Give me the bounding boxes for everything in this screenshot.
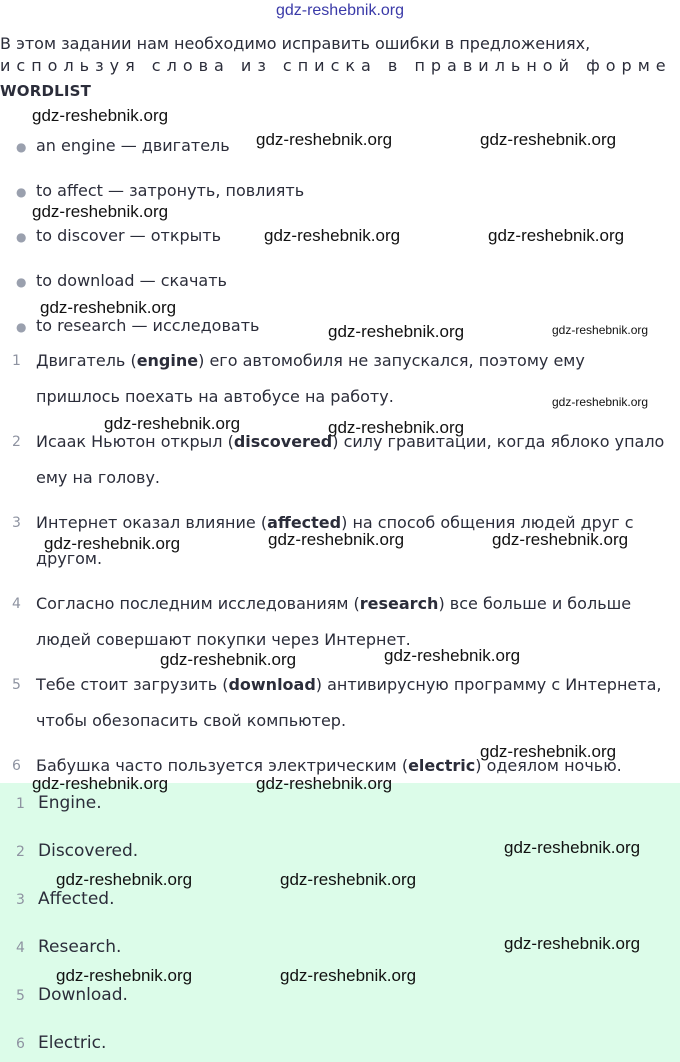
question-text: Интернет оказал влияние (affected) на способ общения людей друг с другом. <box>36 513 634 568</box>
watermark: gdz-reshebnik.org <box>280 966 417 985</box>
watermark: gdz-reshebnik.org <box>492 530 629 549</box>
answer-item <box>16 887 114 912</box>
wordlist-item <box>16 270 227 293</box>
intro-cut-text: используя слова из списка в правильной форме <box>0 56 672 75</box>
watermark: gdz-reshebnik.org <box>256 774 393 793</box>
question-number: 4 <box>12 596 21 612</box>
answer-number: 6 <box>16 1036 25 1052</box>
answer-number: 5 <box>16 988 25 1004</box>
wordlist-item-text: to research — исследовать <box>36 316 260 335</box>
question-item <box>12 586 672 658</box>
answer-text: Affected. <box>38 889 115 909</box>
bullet-icon: ● <box>16 185 27 199</box>
wordlist-item-text: to discover — открыть <box>36 226 222 245</box>
bullet-icon: ● <box>16 275 27 289</box>
question-text: Исаак Ньютон открыл (discovered) силу гравитации, когда яблоко упало ему на голову. <box>36 432 665 487</box>
wordlist-title: WORDLIST <box>0 82 92 100</box>
watermark: gdz-reshebnik.org <box>32 202 169 221</box>
answers-panel <box>0 783 680 1062</box>
watermark: gdz-reshebnik.org <box>104 414 241 433</box>
answer-number: 3 <box>16 892 25 908</box>
question-item <box>12 667 672 739</box>
watermark: gdz-reshebnik.org <box>280 870 417 889</box>
question-number: 6 <box>12 758 21 774</box>
answer-text: Research. <box>38 937 122 957</box>
answer-text: Download. <box>38 985 128 1005</box>
answer-text: Discovered. <box>38 841 139 861</box>
wordlist-item-text: an engine — двигатель <box>36 136 230 155</box>
answer-item <box>16 1031 106 1056</box>
wordlist-item <box>16 225 221 248</box>
question-number: 5 <box>12 677 21 693</box>
top-watermark: gdz-reshebnik.org <box>275 2 405 19</box>
watermark: gdz-reshebnik.org <box>504 838 641 857</box>
bullet-icon: ● <box>16 230 27 244</box>
wordlist-item <box>16 180 304 203</box>
answer-text: Engine. <box>38 793 102 813</box>
watermark: gdz-reshebnik.org <box>384 646 521 665</box>
question-number: 3 <box>12 515 21 531</box>
watermark: gdz-reshebnik.org <box>552 323 649 337</box>
intro-text: В этом задании нам необходимо исправить ошибки в предложениях, <box>0 34 591 53</box>
watermark: gdz-reshebnik.org <box>488 226 625 245</box>
answer-item <box>16 839 138 864</box>
wordlist-item <box>16 315 259 338</box>
watermark: gdz-reshebnik.org <box>32 774 169 793</box>
watermark: gdz-reshebnik.org <box>160 650 297 669</box>
watermark: gdz-reshebnik.org <box>40 298 177 317</box>
answer-item <box>16 935 121 960</box>
watermark: gdz-reshebnik.org <box>552 395 649 409</box>
answer-number: 1 <box>16 796 25 812</box>
question-text: Бабушка часто пользуется электрическим (electric) одеялом ночью. <box>36 756 622 775</box>
watermark: gdz-reshebnik.org <box>328 322 465 341</box>
watermark: gdz-reshebnik.org <box>56 966 193 985</box>
answer-number: 2 <box>16 844 25 860</box>
intro-cut-line <box>0 56 680 78</box>
watermark: gdz-reshebnik.org <box>56 870 193 889</box>
watermark: gdz-reshebnik.org <box>32 106 169 125</box>
watermark: gdz-reshebnik.org <box>328 418 465 437</box>
bullet-icon: ● <box>16 140 27 154</box>
watermark: gdz-reshebnik.org <box>480 742 617 761</box>
watermark: gdz-reshebnik.org <box>480 130 617 149</box>
question-number: 2 <box>12 434 21 450</box>
answer-item <box>16 791 102 816</box>
question-number: 1 <box>12 353 21 369</box>
watermark: gdz-reshebnik.org <box>44 534 181 553</box>
wordlist-item-text: to download — скачать <box>36 271 227 290</box>
question-text: Тебе стоит загрузить (download) антивирусную программу с Интернета, чтобы обезопасить свой компьютер. <box>36 675 662 730</box>
answer-item <box>16 983 128 1008</box>
wordlist-item <box>16 135 230 158</box>
watermark: gdz-reshebnik.org <box>268 530 405 549</box>
question-text: Двигатель (engine) его автомобиля не запускался, поэтому ему пришлось поехать на автобусе на работу. <box>36 351 585 406</box>
answer-text: Electric. <box>38 1033 107 1053</box>
watermark: gdz-reshebnik.org <box>256 130 393 149</box>
question-text: Согласно последним исследованиям (research) все больше и больше людей совершают покупки через Интернет. <box>36 594 632 649</box>
answer-number: 4 <box>16 940 25 956</box>
wordlist-item-text: to affect — затронуть, повлиять <box>36 181 305 200</box>
watermark: gdz-reshebnik.org <box>264 226 401 245</box>
watermark: gdz-reshebnik.org <box>504 934 641 953</box>
bullet-icon: ● <box>16 320 27 334</box>
